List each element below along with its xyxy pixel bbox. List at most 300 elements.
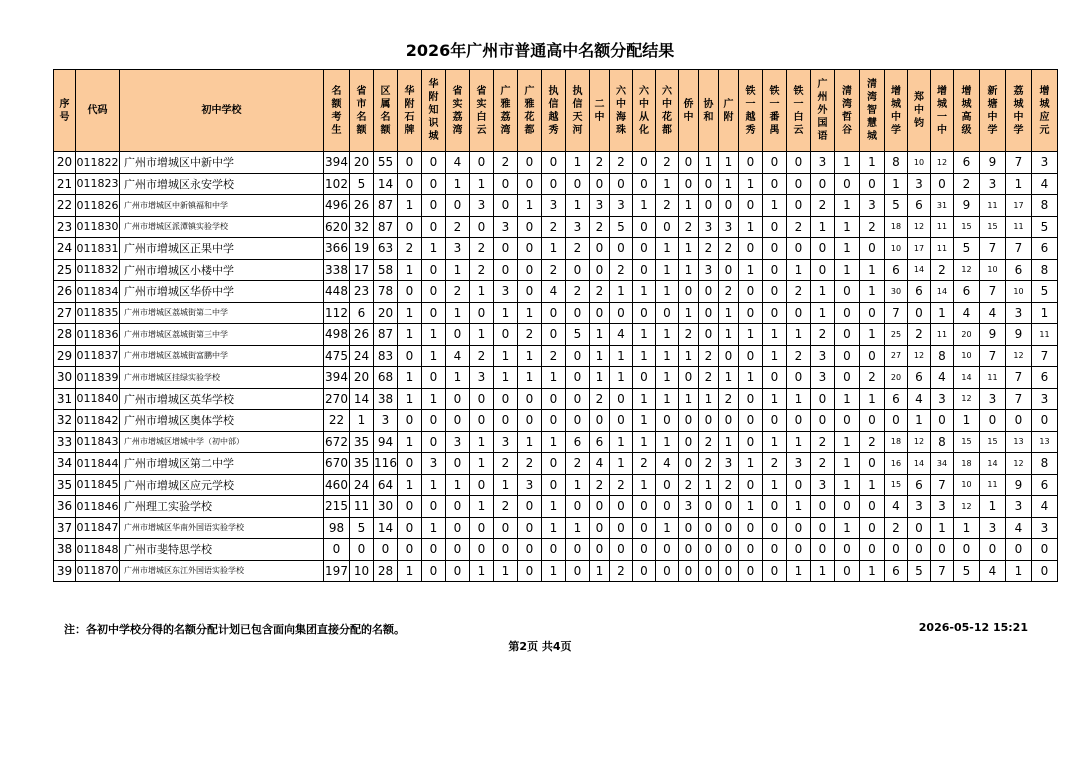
quota-cell: 6 [908,474,931,496]
quota-cell: 6 [566,431,590,453]
school-name: 广州市增城区东江外国语实验学校 [120,560,324,582]
quota-cell: 1 [542,367,566,389]
quota-cell: 1 [518,367,542,389]
table-row [54,367,1058,389]
quota-cell: 3 [1032,517,1058,539]
row-number: 39 [54,560,76,582]
school-code: 011870 [76,560,120,582]
table-row [54,474,1058,496]
quota-cell: 0 [422,302,446,324]
school-name: 广州市增城区挂绿实验学校 [120,367,324,389]
quota-cell: 1 [610,367,633,389]
quota-cell: 2 [590,216,610,238]
quota-cell: 1 [679,345,699,367]
quota-cell: 2 [494,496,518,518]
quota-cell: 0 [835,281,860,303]
quota-cell: 2 [610,560,633,582]
quota-cell: 2 [811,324,835,346]
quota-cell: 0 [446,410,470,432]
column-header [54,70,76,152]
table-row [54,324,1058,346]
quota-cell: 0 [422,281,446,303]
quota-cell: 11 [931,216,954,238]
quota-cell: 0 [1006,539,1032,561]
column-header [739,70,763,152]
column-header-label: 区属名额 [380,85,391,136]
quota-cell: 26 [350,324,374,346]
quota-cell: 1 [656,259,679,281]
school-name: 广州市增城区中新中学 [120,152,324,174]
quota-cell: 15 [954,216,980,238]
quota-cell: 394 [324,367,350,389]
quota-cell: 1 [739,259,763,281]
quota-cell: 0 [739,388,763,410]
quota-cell: 1 [739,453,763,475]
quota-cell: 3 [699,259,719,281]
quota-cell: 12 [1006,453,1032,475]
quota-cell: 7 [931,474,954,496]
quota-cell: 1 [518,345,542,367]
quota-cell: 0 [542,474,566,496]
quota-cell: 1 [787,431,811,453]
quota-cell: 1 [835,388,860,410]
quota-cell: 0 [679,152,699,174]
quota-cell: 2 [811,453,835,475]
quota-cell: 0 [860,453,885,475]
quota-cell: 30 [374,496,398,518]
quota-cell: 1 [446,367,470,389]
column-header-label: 执信天河 [572,85,583,136]
quota-cell: 3 [1006,302,1032,324]
quota-cell: 0 [787,410,811,432]
school-name: 广州市增城区荔城街第三中学 [120,324,324,346]
quota-cell: 0 [739,281,763,303]
quota-cell: 0 [633,539,656,561]
quota-cell: 1 [470,281,494,303]
quota-cell: 0 [656,496,679,518]
quota-cell: 7 [1006,388,1032,410]
quota-cell: 3 [679,496,699,518]
quota-cell: 0 [811,238,835,260]
footnote: 注：各初中学校分得的名额分配计划已包含面向集团直接分配的名额。 [64,623,405,636]
quota-cell: 0 [422,496,446,518]
column-header [679,70,699,152]
quota-cell: 2 [908,324,931,346]
school-name: 广州市增城区小楼中学 [120,259,324,281]
school-name: 广州市斐特思学校 [120,539,324,561]
column-header-label: 铁一番禺 [769,85,780,136]
quota-cell: 8 [1032,453,1058,475]
quota-cell: 6 [590,431,610,453]
quota-cell: 0 [398,453,422,475]
quota-cell: 0 [398,410,422,432]
quota-cell: 1 [763,388,787,410]
quota-cell: 338 [324,259,350,281]
quota-cell: 0 [422,216,446,238]
quota-cell: 1 [860,388,885,410]
quota-cell: 0 [787,517,811,539]
quota-cell: 1 [633,431,656,453]
quota-cell: 1 [739,173,763,195]
quota-cell: 0 [656,410,679,432]
table-row [54,345,1058,367]
quota-cell: 0 [610,173,633,195]
quota-cell: 10 [885,238,908,260]
column-header-label: 增城一中 [937,85,947,136]
quota-cell: 0 [494,173,518,195]
school-code: 011848 [76,539,120,561]
quota-cell: 0 [350,539,374,561]
quota-cell: 0 [739,431,763,453]
quota-cell: 0 [470,517,494,539]
column-header-label: 六中海珠 [616,85,626,136]
quota-cell: 32 [350,216,374,238]
column-header [398,70,422,152]
quota-cell: 1 [470,560,494,582]
quota-cell: 3 [422,453,446,475]
quota-cell: 0 [835,410,860,432]
quota-cell: 14 [350,388,374,410]
quota-cell: 1 [835,474,860,496]
quota-cell: 4 [446,345,470,367]
quota-cell: 0 [518,152,542,174]
quota-cell: 1 [719,152,739,174]
quota-cell: 0 [739,345,763,367]
column-header [860,70,885,152]
column-header-label: 广州外国语 [817,79,828,142]
quota-cell: 0 [811,539,835,561]
quota-cell: 0 [719,259,739,281]
quota-cell: 7 [1006,367,1032,389]
quota-cell: 0 [518,410,542,432]
quota-cell: 1 [656,517,679,539]
quota-cell: 0 [931,410,954,432]
quota-cell: 0 [763,216,787,238]
quota-cell: 3 [494,431,518,453]
quota-cell: 1 [763,324,787,346]
column-header [931,70,954,152]
quota-cell: 0 [590,410,610,432]
table-row [54,431,1058,453]
column-header [763,70,787,152]
quota-cell: 6 [954,281,980,303]
quota-cell: 0 [494,238,518,260]
quota-cell: 2 [719,474,739,496]
column-header-label: 六中花都 [662,85,672,136]
quota-cell: 1 [739,216,763,238]
row-number: 26 [54,281,76,303]
quota-cell: 12 [1006,345,1032,367]
quota-cell: 215 [324,496,350,518]
quota-cell: 0 [398,345,422,367]
quota-cell: 0 [542,539,566,561]
quota-cell: 0 [763,517,787,539]
quota-cell: 1 [787,496,811,518]
quota-cell: 1 [860,474,885,496]
table-row [54,453,1058,475]
quota-cell: 7 [980,345,1006,367]
quota-cell: 0 [719,345,739,367]
quota-cell: 0 [633,152,656,174]
quota-cell: 2 [494,152,518,174]
quota-cell: 2 [699,367,719,389]
quota-cell: 1 [398,195,422,217]
quota-cell: 1 [763,431,787,453]
quota-cell: 87 [374,195,398,217]
quota-cell: 4 [542,281,566,303]
quota-cell: 4 [980,302,1006,324]
quota-cell: 2 [542,345,566,367]
quota-cell: 0 [763,173,787,195]
quota-cell: 0 [422,367,446,389]
row-number: 20 [54,152,76,174]
school-name: 广州市增城区第二中学 [120,453,324,475]
column-header-label: 六中从化 [639,85,649,136]
quota-cell: 0 [566,388,590,410]
quota-cell: 2 [679,216,699,238]
school-name: 广州市增城区中新镇福和中学 [120,195,324,217]
quota-cell: 0 [494,388,518,410]
quota-cell: 1 [470,324,494,346]
quota-cell: 16 [885,453,908,475]
quota-cell: 20 [954,324,980,346]
quota-cell: 3 [787,453,811,475]
column-header-label: 新塘中学 [987,85,998,136]
quota-cell: 1 [566,474,590,496]
quota-cell: 2 [566,238,590,260]
table-row [54,281,1058,303]
school-code: 011830 [76,216,120,238]
quota-cell: 0 [518,238,542,260]
quota-cell: 0 [542,324,566,346]
quota-cell: 2 [787,345,811,367]
quota-cell: 0 [446,388,470,410]
quota-cell: 1 [422,474,446,496]
quota-cell: 1 [398,474,422,496]
quota-cell: 10 [954,474,980,496]
quota-cell: 0 [739,539,763,561]
quota-cell: 68 [374,367,398,389]
quota-cell: 12 [954,388,980,410]
quota-cell: 18 [954,453,980,475]
quota-cell: 98 [324,517,350,539]
quota-cell: 0 [787,539,811,561]
quota-cell: 0 [610,388,633,410]
quota-cell: 1 [719,367,739,389]
column-header-label: 清湾哲谷 [842,85,852,136]
quota-cell: 3 [1006,496,1032,518]
quota-cell: 1 [518,302,542,324]
column-header-label: 执信越秀 [548,85,559,136]
column-header [633,70,656,152]
quota-cell: 0 [590,259,610,281]
quota-cell: 1 [494,345,518,367]
quota-cell: 0 [470,388,494,410]
quota-cell: 0 [763,496,787,518]
quota-cell: 17 [350,259,374,281]
quota-cell: 1 [835,195,860,217]
quota-cell: 2 [633,453,656,475]
quota-cell: 1 [763,345,787,367]
quota-cell: 2 [590,152,610,174]
quota-cell: 0 [908,517,931,539]
quota-cell: 0 [542,152,566,174]
quota-cell: 9 [954,195,980,217]
quota-cell: 1 [860,281,885,303]
quota-cell: 0 [787,302,811,324]
quota-cell: 63 [374,238,398,260]
quota-cell: 83 [374,345,398,367]
quota-cell: 0 [422,410,446,432]
quota-cell: 0 [656,560,679,582]
quota-cell: 1 [446,302,470,324]
quota-cell: 0 [679,281,699,303]
quota-cell: 11 [980,474,1006,496]
quota-cell: 0 [679,560,699,582]
quota-cell: 1 [422,324,446,346]
quota-cell: 4 [931,367,954,389]
row-number: 21 [54,173,76,195]
column-header [566,70,590,152]
column-header-label: 荔城中学 [1013,85,1024,136]
quota-cell: 1 [954,410,980,432]
school-code: 011823 [76,173,120,195]
quota-cell: 0 [566,259,590,281]
quota-cell: 1 [633,474,656,496]
quota-cell: 55 [374,152,398,174]
quota-cell: 1 [763,195,787,217]
quota-cell: 2 [542,259,566,281]
quota-cell: 0 [719,195,739,217]
quota-cell: 1 [446,259,470,281]
column-header-label: 名额考生 [331,85,342,136]
quota-cell: 0 [835,324,860,346]
quota-cell: 0 [763,281,787,303]
quota-cell: 0 [494,410,518,432]
quota-cell: 5 [954,560,980,582]
quota-cell: 2 [954,173,980,195]
quota-cell: 0 [566,367,590,389]
quota-cell: 3 [811,345,835,367]
column-header [835,70,860,152]
quota-cell: 7 [980,238,1006,260]
quota-cell: 1 [811,281,835,303]
quota-cell: 4 [1032,173,1058,195]
quota-cell: 3 [699,216,719,238]
quota-cell: 0 [398,173,422,195]
quota-cell: 2 [494,453,518,475]
column-header [324,70,350,152]
quota-cell: 0 [860,539,885,561]
quota-cell: 2 [542,216,566,238]
column-header-label: 广雅荔湾 [500,85,511,136]
column-header-label: 初中学校 [201,105,242,116]
quota-cell: 1 [542,517,566,539]
school-name: 广州市增城区永安学校 [120,173,324,195]
column-header [422,70,446,152]
quota-cell: 0 [931,539,954,561]
quota-cell: 14 [908,259,931,281]
quota-cell: 0 [739,152,763,174]
column-header-label: 省实荔湾 [452,85,463,136]
quota-cell: 1 [494,367,518,389]
quota-cell: 3 [566,216,590,238]
quota-cell: 35 [350,431,374,453]
quota-cell: 1 [633,388,656,410]
quota-cell: 0 [422,173,446,195]
school-code: 011840 [76,388,120,410]
quota-cell: 0 [633,173,656,195]
quota-cell: 8 [931,431,954,453]
quota-cell: 1 [679,195,699,217]
quota-cell: 0 [542,173,566,195]
quota-cell: 1 [835,453,860,475]
quota-cell: 1 [656,367,679,389]
quota-cell: 3 [719,216,739,238]
quota-cell: 1 [699,474,719,496]
row-number: 37 [54,517,76,539]
quota-cell: 15 [954,431,980,453]
quota-cell: 1 [835,431,860,453]
quota-cell: 1 [610,281,633,303]
quota-cell: 0 [835,367,860,389]
school-code: 011846 [76,496,120,518]
quota-cell: 0 [656,302,679,324]
quota-cell: 0 [494,539,518,561]
quota-cell: 6 [908,367,931,389]
school-code: 011842 [76,410,120,432]
quota-cell: 0 [908,539,931,561]
page-title: 2026年广州市普通高中名额分配结果 [405,41,675,60]
quota-cell: 0 [860,302,885,324]
quota-cell: 5 [350,517,374,539]
column-header [811,70,835,152]
quota-cell: 11 [1032,324,1058,346]
quota-cell: 1 [763,474,787,496]
quota-cell: 0 [763,410,787,432]
table-row [54,302,1058,324]
column-header-label: 郑中钧 [914,92,924,129]
school-code: 011835 [76,302,120,324]
column-header-label: 增城应元 [1039,85,1050,136]
column-header-label: 铁一越秀 [745,85,756,136]
column-header [590,70,610,152]
quota-cell: 5 [566,324,590,346]
quota-cell: 0 [787,367,811,389]
school-name: 广州市增城区派潭镇实验学校 [120,216,324,238]
page-indicator: 第2页 共4页 [508,640,572,653]
quota-cell: 0 [610,410,633,432]
quota-cell: 1 [719,173,739,195]
column-header [656,70,679,152]
quota-cell: 2 [470,238,494,260]
quota-cell: 102 [324,173,350,195]
quota-cell: 0 [518,560,542,582]
quota-cell: 672 [324,431,350,453]
column-header-label: 二中 [594,98,605,123]
quota-cell: 5 [610,216,633,238]
quota-cell: 0 [811,173,835,195]
quota-cell: 448 [324,281,350,303]
quota-cell: 0 [719,496,739,518]
quota-cell: 0 [679,410,699,432]
quota-cell: 0 [811,496,835,518]
quota-cell: 3 [931,496,954,518]
quota-cell: 0 [494,259,518,281]
quota-cell: 10 [954,345,980,367]
quota-cell: 6 [1032,238,1058,260]
quota-cell: 1 [542,496,566,518]
